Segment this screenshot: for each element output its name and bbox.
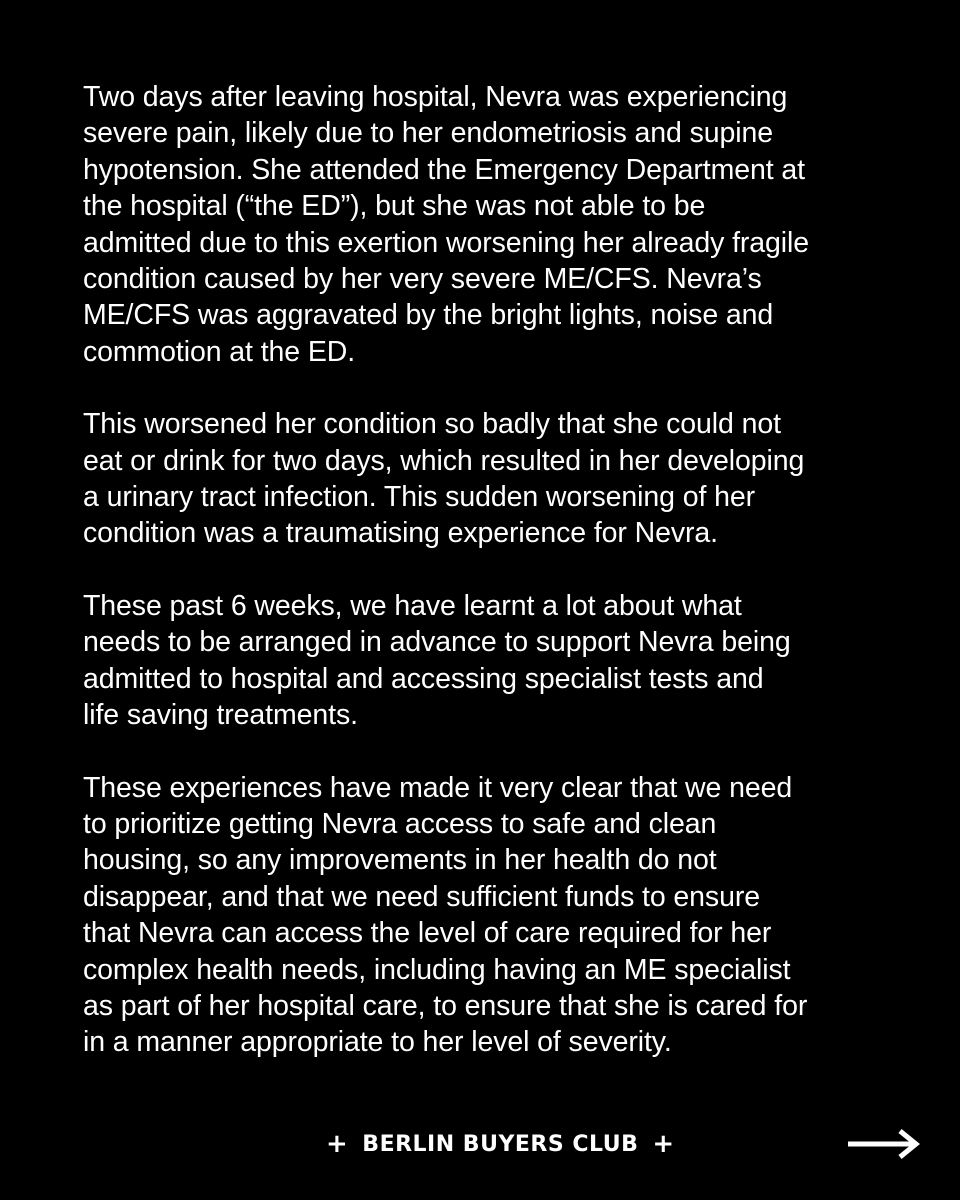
brand-signature xyxy=(326,1128,675,1160)
plus-icon: + xyxy=(652,1129,675,1159)
footer xyxy=(0,1122,960,1166)
paragraph-worsening: This worsened her condition so badly that she could not eat or drink for two days, which resulted in her developing a urinary tract infection. This sudden worsening of her condition was a traumatising experience for Nevra. xyxy=(83,408,805,550)
paragraph-priorities: These experiences have made it very clear that we need to prioritize getting Nevra access to safe and clean housing, so any improvements in her health do not disappear, and that we need sufficient funds to ensure that Nevra can access the level of care required for her complex health needs, including having an ME specialist as part of her hospital care, to ensure that she is cared for in a manner appropriate to her level of severity. xyxy=(83,771,808,1059)
arrow-right-icon[interactable] xyxy=(848,1128,920,1160)
paragraph-lessons: These past 6 weeks, we have learnt a lot about what needs to be arranged in advance to support Nevra being admitted to hospital and accessing specialist tests and life saving treatments. xyxy=(83,589,791,732)
paragraph-ed-visit: Two days after leaving hospital, Nevra was experiencing severe pain, likely due to her endometriosis and supine hypotension. She attended the Emergency Department at the hospital (“the ED”), but she was not able to be admitted due to this exertion worsening her already fragile condition caused by her very severe ME/CFS. Nevra’s ME/CFS was aggravated by the bright lights, noise and commotion at the ED. xyxy=(83,81,810,368)
plus-icon: + xyxy=(326,1129,349,1159)
post-body xyxy=(83,79,883,1097)
brand-name: BERLIN BUYERS CLUB xyxy=(362,1131,639,1157)
